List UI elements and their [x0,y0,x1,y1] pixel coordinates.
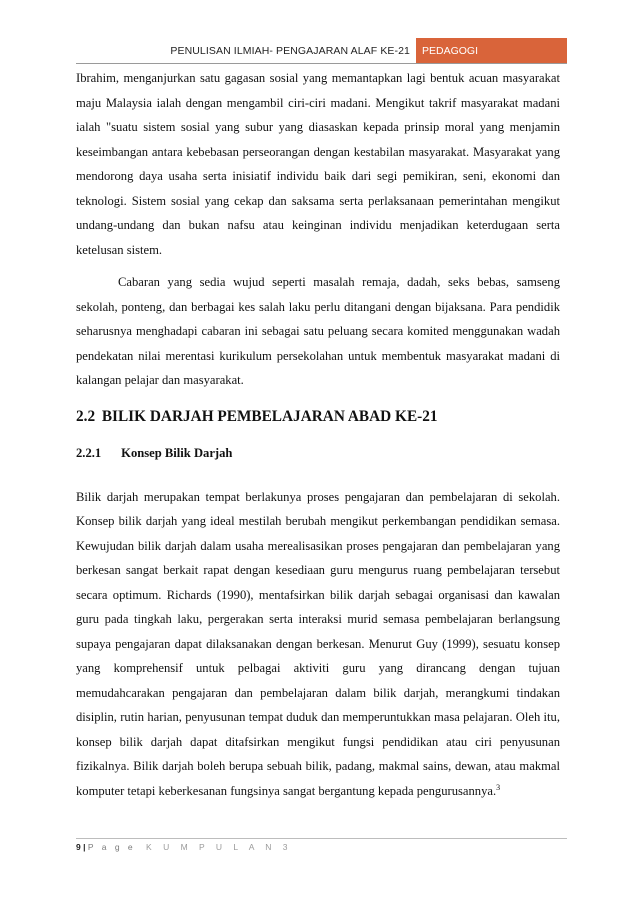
section-heading [76,405,560,429]
footer-separator: | [83,842,86,852]
page-header [76,38,567,63]
paragraph-intro: Ibrahim, menganjurkan satu gagasan sosial yang memantapkan lagi bentuk acuan masyarakat maju Malaysia ialah dengan mengambil ciri-ciri madani. Mengikut takrif masyarakat madani ialah "suatu sistem sosial yang subur yang diasaskan kepada prinsip moral yang menjamin keseimbangan antara kebebasan perseorangan dengan kestabilan masyarakat. Masyarakat yang mendorong daya usaha serta inisiatif individu baik dari segi pemikiran, seni, ekonomi dan teknologi. Sistem sosial yang cekap dan saksama serta perlaksanaan pemerintahan mengikut undang-undang dan bukan nafsu atau keinginan individu menjadikan keterdugaan serta ketelusan sistem. [76,71,560,257]
subsection-number: 2.2.1 [76,445,102,460]
paragraph-challenges: Cabaran yang sedia wujud seperti masalah remaja, dadah, seks bebas, samseng sekolah, ponteng, dan berbagai kes salah laku perlu ditangani dengan bijaksana. Para pendidik seharusnya menghadapi cabaran ini sebagai satu peluang secara komited menggunakan wadah pendekatan nilai merentasi kurikulum persekolahan untuk membentuk masyarakat madani di kalangan pelajar dan masyarakat. [76,275,560,387]
page-number: 9 [76,842,81,852]
spacer [76,465,560,485]
page-footer [76,842,292,852]
header-title: PENULISAN ILMIAH- PENGAJARAN ALAF KE-21 [170,45,410,57]
paragraph-classroom-concept [76,485,560,804]
paragraph-classroom-text: Bilik darjah merupakan tempat berlakunya proses pengajaran dan pembelajaran di sekolah. Konsep bilik darjah yang ideal mestilah berubah mengikut perkembangan pendidikan semasa. Kewujudan bilik darjah dalam usaha merealisasikan proses pengajaran dan pembelajaran yang berkesan sangat berkait rapat dengan kesediaan guru mengurus ruang pembelajaran tersebut secara optimum. Richards (1990), mentafsirkan bilik darjah sebagai organisasi dan kawalan guru pada tingkah laku, pergerakan serta interaksi murid semasa pembelajaran berlangsung supaya pengajaran dapat dilaksanakan dengan berkesan. Menurut Guy (1999), sesuatu konsep yang komprehensif untuk pelbagai aktiviti guru yang dirancang dengan tujuan memudahcarakan pengajaran dan pembelajaran dalam bilik darjah, merangkumi tindakan disiplin, rutin harian, penyusunan tempat duduk dan memperuntukkan masa pelajaran. Oleh itu, konsep bilik darjah dapat ditafsirkan mengikut fungsi pendidikan atau ciri penyusunan fizikalnya. Bilik darjah boleh berupa sebuah bilik, padang, makmal sains, dewan, atau makmal komputer tetapi keberkesanan fungsinya sangat bergantung kepada pengurusannya. [76,489,560,798]
footnote-reference[interactable]: 3 [496,782,501,792]
subsection-title: Konsep Bilik Darjah [121,445,233,460]
header-tag: PEDAGOGI [416,38,567,63]
footer-page-label: P a g e [87,842,136,852]
footer-divider [76,838,567,839]
body-text [76,66,560,803]
section-title: BILIK DARJAH PEMBELAJARAN ABAD KE-21 [101,407,438,425]
section-number: 2.2 [76,407,96,425]
header-divider [76,63,567,64]
footer-group-label: K U M P U L A N 3 [146,842,292,852]
subsection-heading [76,441,560,465]
